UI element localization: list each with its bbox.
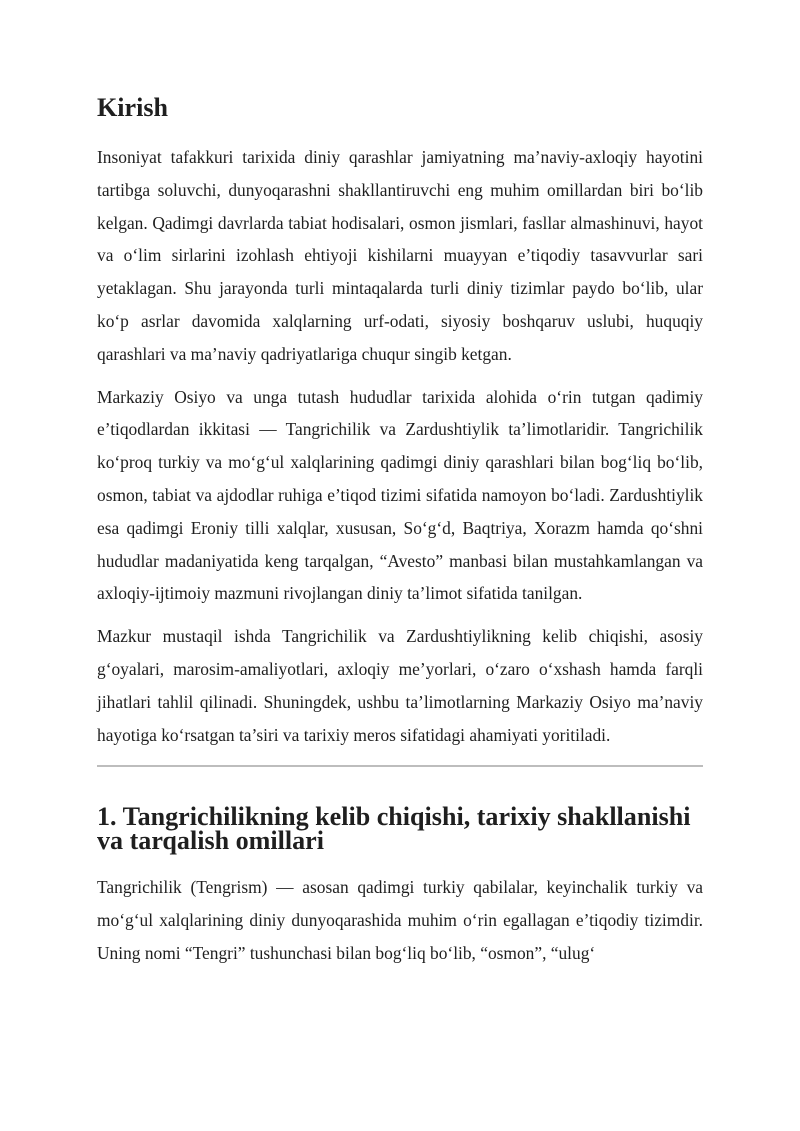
intro-paragraph-3: Mazkur mustaqil ishda Tangrichilik va Zardushtiylikning kelib chiqishi, asosiy g‘oyalari, marosim-amaliyotlari, axloqiy me’yorlari, o‘zaro o‘xshash hamda farqli jihatlari tahlil qilinadi. Shuningdek, ushbu ta’limotlarning Markaziy Osiyo ma’naviy hayotiga ko‘rsatgan ta’siri va tarixiy meros sifatidagi ahamiyati yoritiladi. [97,626,703,745]
section-divider [97,765,703,767]
intro-paragraph-2: Markaziy Osiyo va unga tutash hududlar tarixida alohida o‘rin tutgan qadimiy e’tiqodlardan ikkitasi — Tangrichilik va Zardushtiylik ta’limotlaridir. Tangrichilik ko‘proq turkiy va mo‘g‘ul xalqlarining qadimgi diniy qarashlari bilan bog‘liq bo‘lib, osmon, tabiat va ajdodlar ruhiga e’tiqod tizimi sifatida namoyon bo‘ladi. Zardushtiylik esa qadimgi Eroniy tilli xalqlar, xususan, So‘g‘d, Baqtriya, Xorazm hamda qo‘shni hududlar madaniyatida keng tarqalgan, “Avesto” manbasi bilan mustahkamlangan va axloqiy-ijtimoiy mazmuni rivojlangan diniy ta’limot sifatida tanilgan. [97,386,703,604]
intro-heading: Kirish [97,93,169,122]
section-1-paragraph: Tangrichilik (Tengrism) — asosan qadimgi turkiy qabilalar, keyinchalik turkiy va mo‘g‘ul xalqlarining diniy dunyoqarashida muhim o‘rin egallagan e’tiqodiy tizimdir. Uning nomi “Tengri” tushunchasi bilan bog‘liq bo‘lib, “osmon”, “ulug‘ [97,877,703,963]
document-page [97,93,703,980]
intro-paragraph-1: Insoniyat tafakkuri tarixida diniy qarashlar jamiyatning ma’naviy-axloqiy hayotini tartibga soluvchi, dunyoqarashni shakllantiruvchi eng muhim omillardan biri bo‘lib kelgan. Qadimgi davrlarda tabiat hodisalari, osmon jismlari, fasllar almashinuvi, hayot va o‘lim sirlarini izohlash ehtiyoji kishilarni muayyan e’tiqodiy tasavvurlar sari yetaklagan. Shu jarayonda turli mintaqalarda turli diniy tizimlar paydo bo‘lib, ular ko‘p asrlar davomida xalqlarning urf-odati, siyosiy boshqaruv uslubi, huquqiy qarashlari va ma’naviy qadriyatlariga chuqur singib ketgan. [97,147,703,364]
section-1-heading: 1. Tangrichilikning kelib chiqishi, tarixiy shakllanishi va tarqalish omillari [97,802,691,856]
